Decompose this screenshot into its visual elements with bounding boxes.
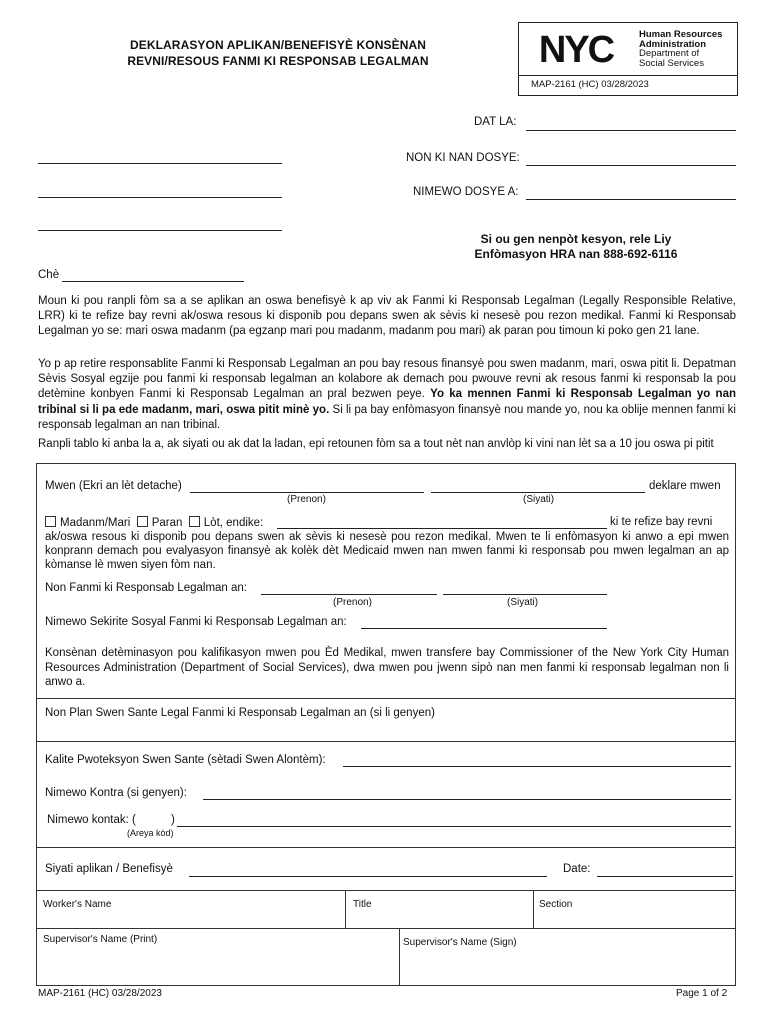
refuse-tail: ki te refize bay revni [610, 516, 713, 528]
address-line-3[interactable] [38, 230, 282, 231]
area-code-caption: (Areya kòd) [127, 828, 174, 838]
info-line-2: Enfòmasyon HRA nan 888-692-6116 [474, 247, 678, 261]
case-number-label: NIMEWO DOSYE A: [413, 186, 519, 198]
contact-field[interactable] [177, 826, 731, 827]
title-label: Title [353, 899, 372, 910]
agency-line-3: Department of [639, 48, 700, 59]
contract-field[interactable] [203, 799, 731, 800]
ssn-label: Nimewo Sekirite Sosyal Fanmi ki Responsab Legalman an: [45, 616, 347, 628]
form-title [98, 37, 458, 69]
contact-paren: ) [171, 814, 175, 826]
paragraph-2-bold: Yo ka mennen Fanmi ki Responsab Legalman yo nan tribinal si li pa ede madanm, mari, oswa pitit minè yo. [38, 388, 737, 416]
lrr-first-caption: (Prenon) [333, 597, 372, 608]
other-checkbox[interactable] [189, 516, 200, 527]
worker-name-label: Worker's Name [43, 899, 112, 910]
nyc-logo [529, 29, 624, 69]
name-signature-field[interactable] [431, 492, 645, 493]
coverage-field[interactable] [343, 766, 731, 767]
col-divider-3 [399, 928, 400, 986]
case-name-field[interactable] [526, 165, 736, 166]
other-option-label: Lòt, endike: [203, 517, 264, 529]
supervisor-print-label: Supervisor's Name (Print) [43, 934, 158, 945]
first-name-caption: (Prenon) [287, 494, 326, 505]
parent-checkbox[interactable] [137, 516, 148, 527]
footer-form-number: MAP-2161 (HC) 03/28/2023 [38, 988, 162, 999]
info-line-1: Si ou gen nenpòt kesyon, rele Liy [480, 232, 672, 246]
applicant-date-label: Date: [563, 863, 591, 875]
other-relationship-field[interactable] [277, 528, 607, 529]
title-line-1: DEKLARASYON APLIKAN/BENEFISYÈ KONSÈNAN [129, 38, 427, 52]
agency-logo-box [518, 22, 738, 96]
paragraph-2-part-c: Si li pa bay enfòmasyon finansyè nou mande yo, nou ka oblije mennen fanmi ki responsab legalman an nan tribinal. [38, 403, 736, 431]
title-line-2: REVNI/RESOUS FANMI KI RESPONSAB LEGALMAN [127, 54, 429, 68]
applicant-signature-field[interactable] [189, 876, 547, 877]
address-line-2[interactable] [38, 197, 282, 198]
plan-label: Non Plan Swen Sante Legal Fanmi ki Responsab Legalman an (si li genyen) [45, 707, 435, 719]
signature-caption: (Siyati) [523, 494, 555, 505]
name-print-field[interactable] [190, 492, 424, 493]
lrr-sig-caption: (Siyati) [507, 597, 539, 608]
parent-option-label: Paran [151, 517, 183, 529]
case-number-field[interactable] [526, 199, 736, 200]
paragraph-3: Ranpli tablo ki anba la a, ak siyati ou ak dat la ladan, epi retounen fòm sa a tout nèt nan anvlòp ki vini nan lèt sa a 10 jou oswa pi pitit [38, 438, 714, 450]
agency-line-4: Social Services [639, 57, 704, 69]
agency-line-2: Administration [639, 38, 707, 50]
contact-label: Nimewo kontak: ( [47, 814, 136, 826]
applicant-signature-label: Siyati aplikan / Benefisyè [45, 863, 173, 875]
coverage-label: Kalite Pwoteksyon Swen Sante (sètadi Swen Alontèm): [45, 754, 326, 766]
supervisor-sign-label: Supervisor's Name (Sign) [403, 937, 517, 948]
paragraph-2 [38, 357, 736, 433]
case-name-label: NON KI NAN DOSYE: [406, 152, 520, 164]
logo-divider [519, 75, 737, 76]
declare-text: deklare mwen [649, 480, 721, 492]
divider-2 [37, 741, 735, 742]
agency-name [639, 30, 722, 68]
spouse-option-label: Madanm/Mari [60, 517, 131, 529]
relationship-options [45, 516, 263, 529]
lrr-signature-field[interactable] [443, 594, 607, 595]
applicant-date-field[interactable] [597, 876, 733, 877]
date-field[interactable] [526, 130, 736, 131]
date-label: DAT LA: [474, 116, 517, 128]
nyc-logo-mark [529, 29, 624, 69]
footer-page: Page 1 of 2 [676, 988, 728, 999]
salutation: Chè [38, 269, 60, 281]
mwen-label: Mwen (Ekri an lèt detache) [45, 480, 182, 492]
agency-line-1: Human Resources [639, 29, 723, 40]
lrr-name-label: Non Fanmi ki Responsab Legalman an: [45, 582, 248, 594]
paragraph-2-part-a: Yo p ap retire responsablite Fanmi ki Responsab Legalman an pou bay resous finansyè pou swen madanm, mari, oswa pitit li. Depatman Sèvis Sosyal egzije pou fanmi ki responsab legalman an kolabore ak demach pou pwouve revni ak resous fanmi ki responsab la pou detèmine konbyen Fanmi ki Responsab Legalman an pral bezwen peye. [38, 358, 736, 401]
ssn-field[interactable] [361, 628, 607, 629]
refuse-text: ak/oswa resous ki disponib pou depans swen ak sèvis ki nesesè pou rezon medikal. Mwen te li enfòmasyon ki anwo a epi mwen konprann demach pou evalyasyon finansyè ak kolèk dèt Medicaid mwen nan mwen fanmi ki responsab pou mwen legalman an ap kòmanse lè mwen siyen fòm nan. [45, 531, 729, 571]
col-divider-1 [345, 890, 346, 928]
divider-4 [37, 890, 735, 891]
divider-5 [37, 928, 735, 929]
nyc-logo-text: NYC [538, 29, 614, 69]
spouse-checkbox[interactable] [45, 516, 56, 527]
col-divider-2 [533, 890, 534, 928]
section-label: Section [539, 899, 573, 910]
paragraph-1: Moun ki pou ranpli fòm sa a se aplikan an oswa benefisyè k ap viv ak Fanmi ki Responsab Legalman (Legally Responsible Relative, LRR) ki te refize bay revni ak/oswa resous ki disponib pou depans swen ak sèvis ki nesesè pou rezon medikal. Fanmi ki Responsab Legalman yo se: mari oswa madanm (pa egzanp mari pou madanm, madanm pou mari) ak paran pou timoun ki poko gen 21 lane. [38, 295, 736, 338]
divider-3 [37, 847, 735, 848]
lrr-name-field[interactable] [261, 594, 437, 595]
declaration-box [36, 463, 736, 986]
consent-text: Konsènan detèminasyon pou kalifikasyon mwen pou Èd Medikal, mwen transfere bay Commissioner of the New York City Human Resources Administration (Department of Social Services), dwa mwen pou jwenn sipò nan men fanmi ki responsab legalman non li anwo a. [45, 647, 729, 688]
divider-1 [37, 698, 735, 699]
salutation-field[interactable] [62, 281, 244, 282]
address-line-1[interactable] [38, 163, 282, 164]
contract-label: Nimewo Kontra (si genyen): [45, 787, 187, 799]
form-number-header: MAP-2161 (HC) 03/28/2023 [531, 79, 649, 90]
info-line [440, 232, 712, 262]
